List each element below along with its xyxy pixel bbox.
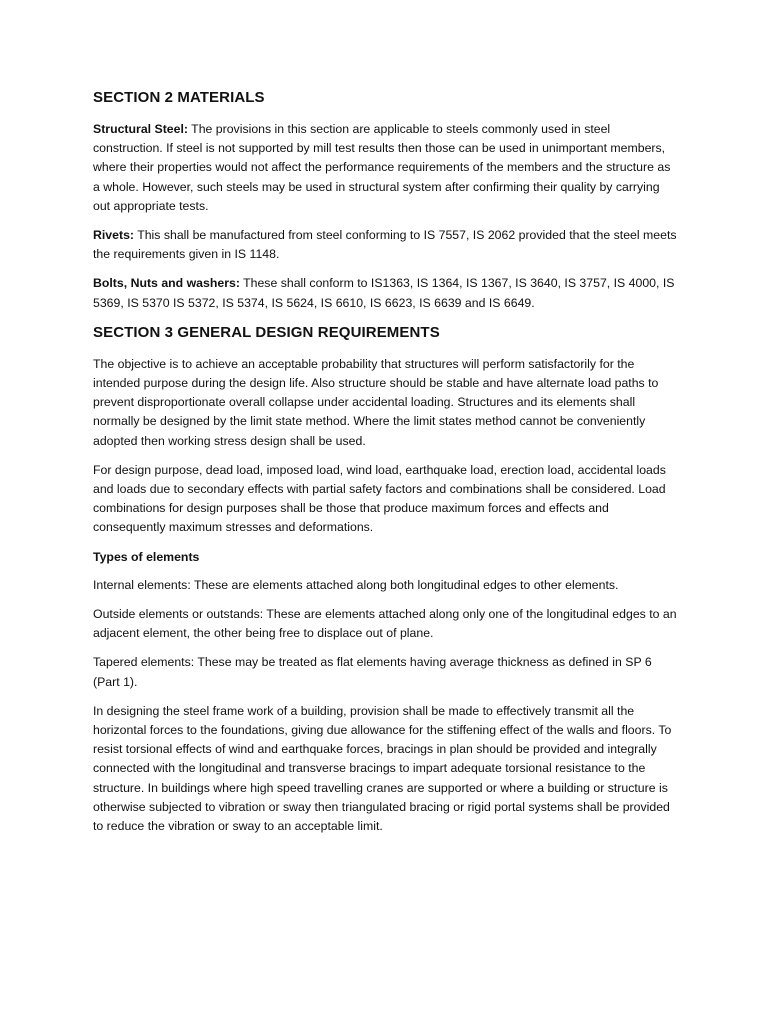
steel-frame-paragraph: In designing the steel frame work of a building, provision shall be made to effectively transmit all the horizontal forces to the foundations, giving due allowance for the stiffening effect of the walls and floors. To resist torsional effects of wind and earthquake forces, bracings in plan should be provided and integrally connected with the longitudinal and transverse bracings to impart adequate torsional resistance to the structure. In buildings where high speed travelling cranes are supported or where a building or structure is otherwise subjected to vibration or sway then triangulated bracing or rigid portal systems shall be provided to reduce the vibration or sway to an acceptable limit. <box>93 703 672 834</box>
outside-elements-paragraph: Outside elements or outstands: These are elements attached along only one of the longitudinal edges to an adjacent element, the other being free to displace out of plane. <box>93 607 677 641</box>
structural-steel-lead: Structural Steel: <box>93 122 188 136</box>
structural-steel-paragraph <box>93 120 678 216</box>
structural-steel-text: The provisions in this section are applicable to steels commonly used in steel construction. If steel is not supported by mill test results then those can be used in unimportant members, where their properties would not affect the performance requirements of the members and the structure as a whole. However, such steels may be used in structural system after confirming their quality by carrying out appropriate tests. <box>93 122 671 213</box>
design-loads-paragraph: For design purpose, dead load, imposed load, wind load, earthquake load, erection load, accidental loads and loads due to secondary effects with partial safety factors and combinations shall be considered. Load combinations for design purposes shall be those that produce maximum forces and effects and consequently maximum stresses and deformations. <box>93 462 666 535</box>
internal-elements-paragraph: Internal elements: These are elements attached along both longitudinal edges to other elements. <box>93 577 619 592</box>
bolts-lead: Bolts, Nuts and washers: <box>93 276 240 291</box>
rivets-paragraph <box>93 226 678 264</box>
section-2-heading: SECTION 2 MATERIALS <box>93 89 265 106</box>
rivets-lead: Rivets: <box>93 228 135 243</box>
rivets-text: This shall be manufactured from steel conforming to IS 7557, IS 2062 provided that the steel meets the requirements given in IS 1148. <box>93 228 677 262</box>
document-page <box>93 88 678 846</box>
tapered-elements-paragraph: Tapered elements: These may be treated as flat elements having average thickness as defined in SP 6 (Part 1). <box>93 655 652 689</box>
types-of-elements-heading: Types of elements <box>93 549 200 564</box>
bolts-paragraph <box>93 274 678 312</box>
bolts-text: These shall conform to IS1363, IS 1364, IS 1367, IS 3640, IS 3757, IS 4000, IS 5369, IS 5370 IS 5372, IS 5374, IS 5624, IS 6610, IS 6623, IS 6639 and IS 6649. <box>93 276 675 310</box>
section-3-heading: SECTION 3 GENERAL DESIGN REQUIREMENTS <box>93 323 440 341</box>
design-objective-paragraph: The objective is to achieve an acceptable probability that structures will perform satisfactorily for the intended purpose during the design life. Also structure should be stable and have alternate load paths to prevent disproportionate overall collapse under accidental loading. Structures and its elements shall normally be designed by the limit state method. Where the limit states method cannot be conveniently adopted then working stress design shall be used. <box>93 356 659 448</box>
